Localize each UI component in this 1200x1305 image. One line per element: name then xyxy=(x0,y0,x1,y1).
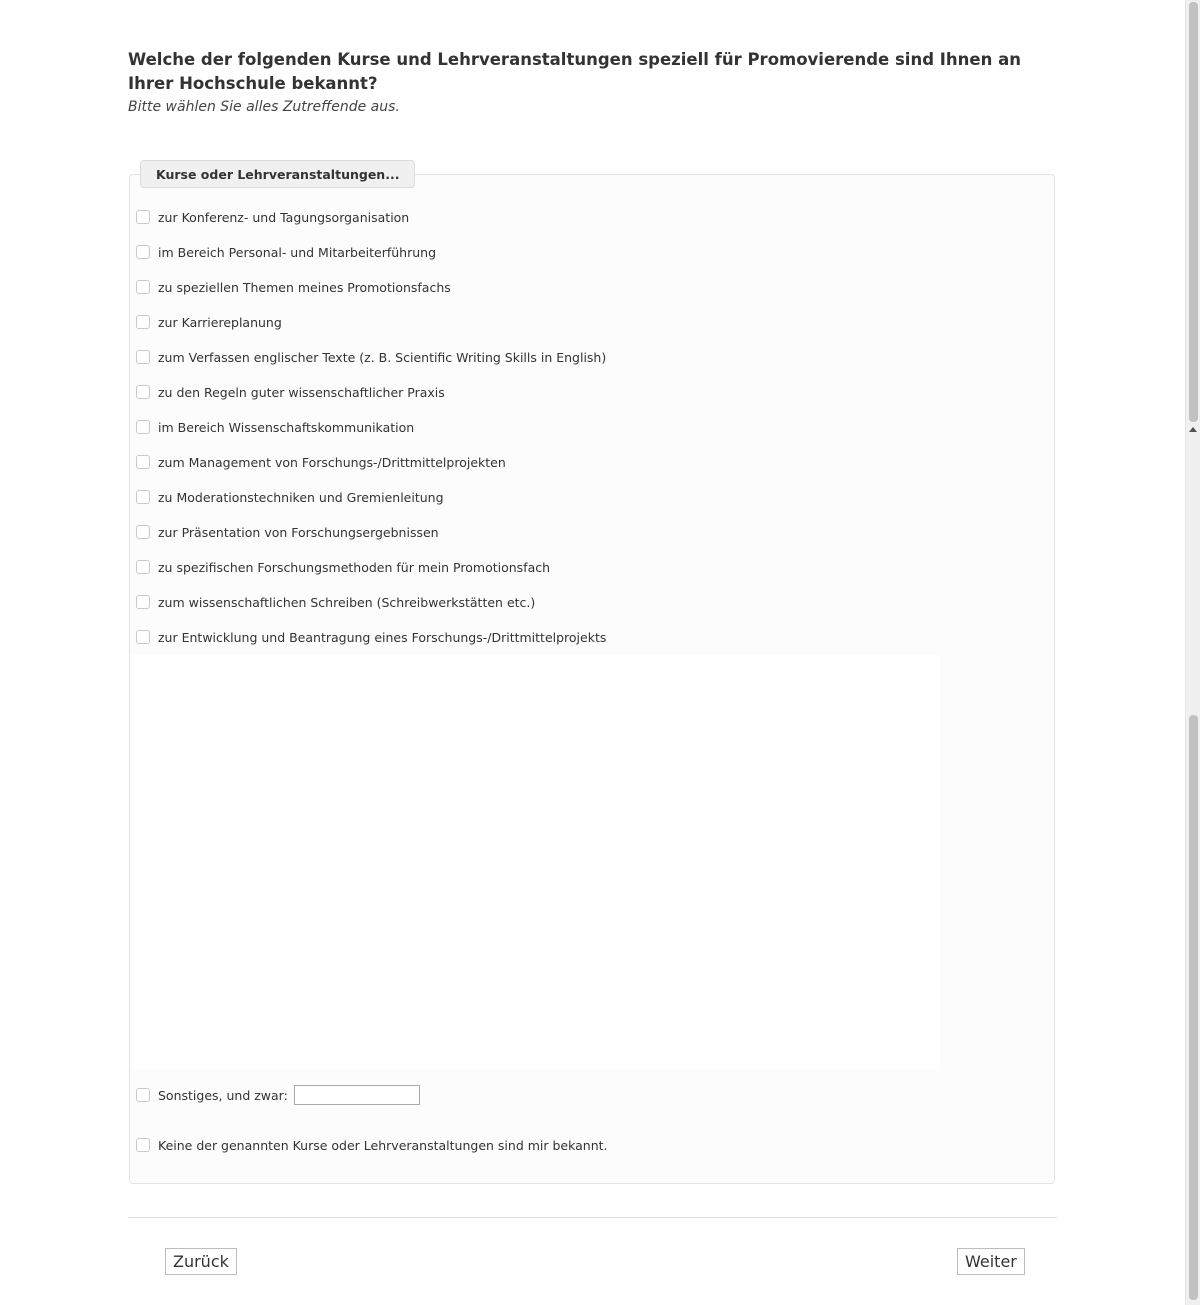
other-text-input[interactable] xyxy=(294,1085,420,1105)
option-label: zu den Regeln guter wissenschaftlicher Praxis xyxy=(158,384,445,400)
option-item[interactable] xyxy=(136,311,282,333)
option-checkbox[interactable] xyxy=(136,385,150,399)
option-checkbox[interactable] xyxy=(136,210,150,224)
option-checkbox[interactable] xyxy=(136,245,150,259)
none-checkbox[interactable] xyxy=(136,1138,150,1152)
back-button[interactable]: Zurück xyxy=(165,1248,237,1275)
empty-area xyxy=(130,655,940,1070)
option-checkbox[interactable] xyxy=(136,350,150,364)
scrollbar-thumb-lower[interactable] xyxy=(1189,715,1198,1300)
option-label: zum wissenschaftlichen Schreiben (Schreibwerkstätten etc.) xyxy=(158,594,536,610)
option-item[interactable] xyxy=(136,276,451,298)
option-checkbox[interactable] xyxy=(136,315,150,329)
option-checkbox[interactable] xyxy=(136,595,150,609)
option-label: zum Verfassen englischer Texte (z. B. Scientific Writing Skills in English) xyxy=(158,349,607,365)
question-block xyxy=(128,48,1028,116)
vertical-scrollbar[interactable] xyxy=(1185,0,1200,1305)
other-checkbox[interactable] xyxy=(136,1088,150,1102)
divider xyxy=(128,1217,1057,1218)
option-label: zu Moderationstechniken und Gremienleitung xyxy=(158,489,444,505)
option-item[interactable] xyxy=(136,486,444,508)
option-label: zur Entwicklung und Beantragung eines Forschungs-/Drittmittelprojekts xyxy=(158,629,607,645)
option-label: im Bereich Personal- und Mitarbeiterführung xyxy=(158,244,437,260)
option-item[interactable] xyxy=(136,346,606,368)
option-checkbox[interactable] xyxy=(136,420,150,434)
scroll-up-arrow-icon[interactable] xyxy=(1189,427,1197,432)
option-label: zur Konferenz- und Tagungsorganisation xyxy=(158,209,410,225)
option-item[interactable] xyxy=(136,416,414,438)
scrollbar-thumb-upper[interactable] xyxy=(1189,2,1198,422)
none-label: Keine der genannten Kurse oder Lehrveranstaltungen sind mir bekannt. xyxy=(158,1137,608,1153)
option-checkbox[interactable] xyxy=(136,560,150,574)
option-item[interactable] xyxy=(136,521,439,543)
option-item[interactable] xyxy=(136,381,445,403)
option-item[interactable] xyxy=(136,241,436,263)
option-label: zur Präsentation von Forschungsergebnissen xyxy=(158,524,439,540)
option-item[interactable] xyxy=(136,206,409,228)
question-title: Welche der folgenden Kurse und Lehrveranstaltungen speziell für Promovierende sind Ihnen an Ihrer Hochschule bekannt? xyxy=(128,50,1021,93)
option-label: zu speziellen Themen meines Promotionsfachs xyxy=(158,279,451,295)
other-label: Sonstiges, und zwar: xyxy=(158,1087,288,1103)
none-option[interactable] xyxy=(136,1134,608,1156)
option-label: zu spezifischen Forschungsmethoden für mein Promotionsfach xyxy=(158,559,551,575)
option-item[interactable] xyxy=(136,556,550,578)
option-checkbox[interactable] xyxy=(136,630,150,644)
option-checkbox[interactable] xyxy=(136,490,150,504)
options-list xyxy=(136,206,936,654)
option-item[interactable] xyxy=(136,591,535,613)
option-checkbox[interactable] xyxy=(136,455,150,469)
other-option[interactable] xyxy=(136,1084,420,1106)
fieldset-legend: Kurse oder Lehrveranstaltungen... xyxy=(140,160,415,188)
next-button[interactable]: Weiter xyxy=(957,1248,1025,1275)
question-hint: Bitte wählen Sie alles Zutreffende aus. xyxy=(128,99,400,115)
option-checkbox[interactable] xyxy=(136,280,150,294)
option-label: im Bereich Wissenschaftskommunikation xyxy=(158,419,415,435)
option-label: zur Karriereplanung xyxy=(158,314,282,330)
option-label: zum Management von Forschungs-/Drittmittelprojekten xyxy=(158,454,506,470)
option-checkbox[interactable] xyxy=(136,525,150,539)
option-item[interactable] xyxy=(136,451,506,473)
option-item[interactable] xyxy=(136,626,606,648)
